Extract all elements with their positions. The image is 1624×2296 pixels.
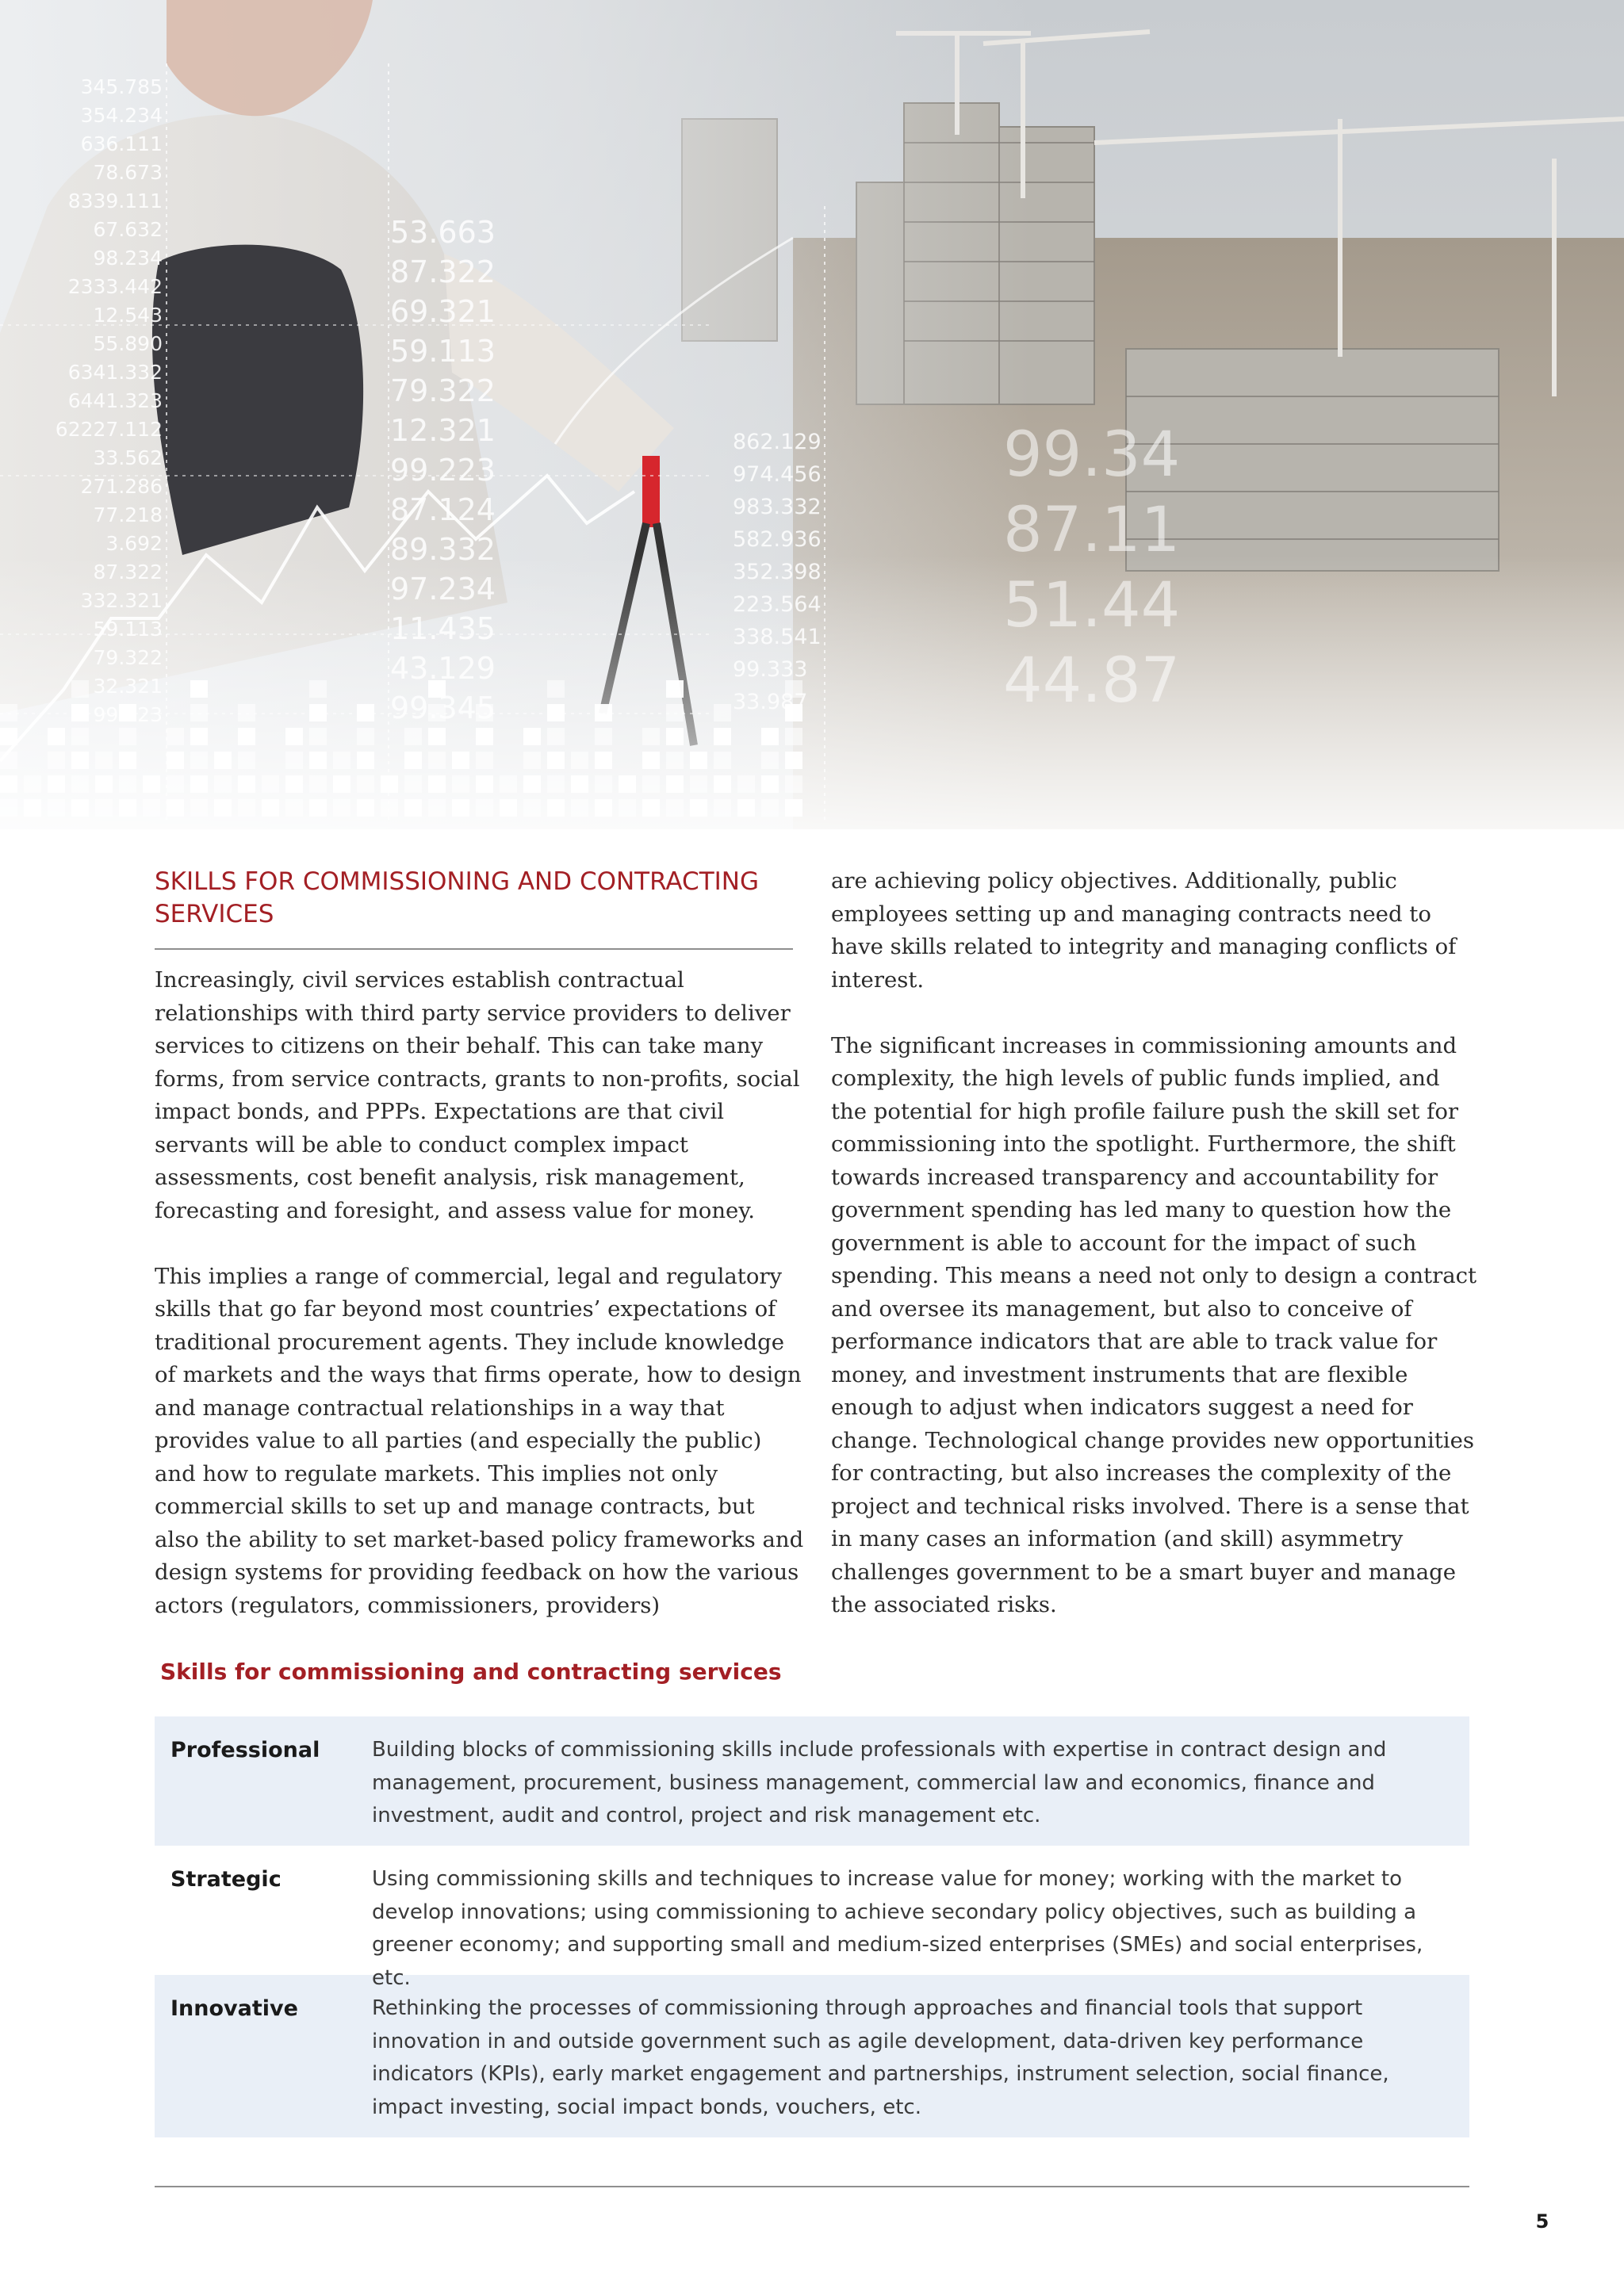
bar-cell xyxy=(48,775,65,793)
bar-cell xyxy=(428,799,446,817)
bar-cell xyxy=(190,799,208,817)
bar-cell xyxy=(48,728,65,745)
bar-cell xyxy=(785,775,802,793)
bar-cell xyxy=(357,728,374,745)
bar-cell xyxy=(357,704,374,721)
bar-cell xyxy=(119,775,136,793)
row-label: Professional xyxy=(170,1738,320,1762)
bar-cell xyxy=(71,752,89,769)
bar-cell xyxy=(690,799,707,817)
row-label: Innovative xyxy=(170,1996,298,2021)
hero-number: 99.223 xyxy=(93,703,163,726)
bar-cell xyxy=(761,728,779,745)
hero-number: 99.333 xyxy=(733,657,808,682)
bar-cell xyxy=(309,775,327,793)
bar-cell xyxy=(547,775,565,793)
hero-number: 67.632 xyxy=(93,218,163,241)
bar-cell xyxy=(238,752,255,769)
hero-number: 352.398 xyxy=(733,560,822,584)
bar-cell xyxy=(309,799,327,817)
bar-cell xyxy=(333,799,350,817)
bar-cell xyxy=(381,799,398,817)
bar-cell xyxy=(714,775,731,793)
bar-cell xyxy=(595,799,612,817)
hero-number: 53.663 xyxy=(390,215,496,250)
bar-cell xyxy=(0,704,17,721)
bar-cell xyxy=(523,728,541,745)
table-title: Skills for commissioning and contracting services xyxy=(160,1659,782,1685)
bar-cell xyxy=(24,799,41,817)
hero-number: 271.286 xyxy=(80,475,163,498)
bar-cell xyxy=(71,728,89,745)
paragraph: The significant increases in commissioning amounts and complexity, the high levels of public funds implied, and the potential for high profile failure push the skill set for commissioning into the spotlight. Furthermore, the shift towards increased transparency and accountability for government spending has led many to question how the government is able to account for the impact of such spending. This means a need not only to design a contract and oversee its management, but also to conceive of performance indicators that are able to track value for money, and investment instruments that are flexible enough to adjust when indicators suggest a need for change. Technological change provides new opportunities for contracting, but also increases the complexity of the project and technical risks involved. There is a sense that in many cases an information (and skill) asymmetry challenges government to be a smart buyer and manage the associated risks. xyxy=(831,1032,1477,1617)
bar-cell xyxy=(785,752,802,769)
bar-cell xyxy=(0,752,17,769)
bar-cell xyxy=(357,775,374,793)
hero-number: 33.987 xyxy=(733,690,808,714)
bar-cell xyxy=(0,799,17,817)
hero-number: 345.785 xyxy=(80,75,163,98)
bar-cell xyxy=(666,799,684,817)
bar-cell xyxy=(71,775,89,793)
bar-cell xyxy=(190,728,208,745)
bar-cell xyxy=(119,728,136,745)
bar-cell xyxy=(666,704,684,721)
hero-number: 44.87 xyxy=(1003,645,1181,717)
bar-cell xyxy=(143,799,160,817)
hero-number: 59.113 xyxy=(390,334,496,369)
bar-cell xyxy=(24,775,41,793)
bar-cell xyxy=(452,775,469,793)
hero-number: 77.218 xyxy=(93,503,163,526)
bar-cell xyxy=(547,799,565,817)
hero-number: 974.456 xyxy=(733,462,822,487)
hero-number: 78.673 xyxy=(93,161,163,184)
bar-cell xyxy=(190,752,208,769)
hero-number: 87.11 xyxy=(1003,495,1181,566)
hero-number: 99.223 xyxy=(390,453,496,488)
bar-cell xyxy=(666,752,684,769)
bar-cell xyxy=(333,775,350,793)
hero-number: 12.543 xyxy=(93,304,163,327)
bar-cell xyxy=(737,799,755,817)
bar-cell xyxy=(476,799,493,817)
bar-cell xyxy=(119,752,136,769)
page-number: 5 xyxy=(1535,2210,1549,2233)
bar-cell xyxy=(476,775,493,793)
hero-number: 223.564 xyxy=(733,592,822,617)
bar-cell xyxy=(48,799,65,817)
hero-number: 11.435 xyxy=(390,611,496,646)
hero-number: 87.124 xyxy=(390,492,496,527)
bar-cell xyxy=(737,775,755,793)
bar-cell xyxy=(95,775,113,793)
paragraph: are achieving policy objectives. Additionally, public employees setting up and managing contracts need to have skills related to integrity and managing conflicts of interest. xyxy=(831,868,1457,993)
bar-cell xyxy=(381,775,398,793)
bar-cell xyxy=(357,752,374,769)
hero-number: 87.322 xyxy=(93,561,163,584)
bar-cell xyxy=(0,728,17,745)
bar-cell xyxy=(190,775,208,793)
hero-number: 99.345 xyxy=(390,691,496,725)
bar-cell xyxy=(476,728,493,745)
bar-cell xyxy=(238,728,255,745)
bar-cell xyxy=(285,728,303,745)
hero-image xyxy=(0,0,1624,829)
bar-cell xyxy=(523,752,541,769)
bar-cell xyxy=(666,680,684,698)
hero-number: 51.44 xyxy=(1003,570,1181,641)
table-row xyxy=(155,1975,1469,2137)
bar-cell xyxy=(642,752,660,769)
bar-cell xyxy=(761,752,779,769)
bar-cell xyxy=(404,799,422,817)
footer-divider xyxy=(155,2186,1469,2187)
bar-cell xyxy=(71,704,89,721)
bar-cell xyxy=(167,799,184,817)
bar-cell xyxy=(547,728,565,745)
bar-cell xyxy=(404,752,422,769)
bar-cell xyxy=(571,752,588,769)
bar-cell xyxy=(238,775,255,793)
bar-cell xyxy=(167,752,184,769)
bar-cell xyxy=(309,728,327,745)
hero-number: 354.234 xyxy=(80,104,163,127)
hero-number: 79.322 xyxy=(93,646,163,669)
bar-cell xyxy=(167,728,184,745)
bar-cell xyxy=(71,799,89,817)
bar-cell xyxy=(619,775,636,793)
row-description: Rethinking the processes of commissioning through approaches and financial tools that support innovation in and outside government such as agile development, data-driven key performance indicators (KPIs), early market engagement and partnerships, instrument selection, social finance, impact investing, social impact bonds, vouchers, etc. xyxy=(372,1996,1389,2119)
hero-number: 862.129 xyxy=(733,430,822,454)
hero-number: 636.111 xyxy=(80,132,163,155)
hero-number: 12.321 xyxy=(390,413,496,448)
hero-number: 79.322 xyxy=(390,373,496,408)
bar-cell xyxy=(523,775,541,793)
right-column xyxy=(831,865,1481,1622)
bar-cell xyxy=(642,728,660,745)
bar-cell xyxy=(523,799,541,817)
bar-cell xyxy=(285,775,303,793)
hero-number: 582.936 xyxy=(733,527,822,552)
bar-cell xyxy=(309,680,327,698)
bar-cell xyxy=(214,752,232,769)
bar-cell xyxy=(571,775,588,793)
hero-number: 3.692 xyxy=(105,532,163,555)
skills-table xyxy=(155,1716,1469,2137)
bar-cell xyxy=(642,799,660,817)
table-row xyxy=(155,1846,1469,1990)
bar-cell xyxy=(619,799,636,817)
bar-cell xyxy=(357,799,374,817)
hero-number: 55.890 xyxy=(93,332,163,355)
bar-cell xyxy=(428,775,446,793)
bar-cell xyxy=(666,728,684,745)
hero-number: 338.541 xyxy=(733,625,822,649)
bar-cell xyxy=(785,728,802,745)
bar-cell xyxy=(547,680,565,698)
hero-number: 32.321 xyxy=(93,675,163,698)
bar-cell xyxy=(428,728,446,745)
bar-cell xyxy=(714,728,731,745)
bar-cell xyxy=(238,799,255,817)
bar-cell xyxy=(642,775,660,793)
bar-cell xyxy=(0,775,17,793)
hero-number: 99.34 xyxy=(1003,419,1181,491)
bar-cell xyxy=(95,752,113,769)
hero-number: 87.322 xyxy=(390,254,496,289)
bar-cell xyxy=(714,704,731,721)
bar-cell xyxy=(309,752,327,769)
bar-cell xyxy=(571,799,588,817)
row-description: Building blocks of commissioning skills include professionals with expertise in contract design and management, procurement, business management, commercial law and economics, finance and investment, audit and control, project and risk management etc. xyxy=(372,1738,1387,1827)
title-divider xyxy=(155,948,793,950)
bar-cell xyxy=(476,752,493,769)
hero-number: 69.321 xyxy=(390,294,496,329)
paragraph: This implies a range of commercial, legal and regulatory skills that go far beyond most countries’ expectations of traditional procurement agents. They include knowledge of markets and the ways that firms operate, how to design and manage contractual relationships in a way that provides value to all parties (and especially the public) and how to regulate markets. This implies not only commercial skills to set up and manage contracts, but also the ability to set market-based policy frameworks and design systems for providing feedback on how the various actors (regulators, commissioners, providers) xyxy=(155,1263,804,1618)
hero-number: 43.129 xyxy=(390,651,496,686)
bar-cell xyxy=(785,799,802,817)
hero-illustration xyxy=(0,0,1624,829)
bar-cell xyxy=(285,752,303,769)
bar-cell xyxy=(71,680,89,698)
table-row xyxy=(155,1716,1469,1846)
bar-cell xyxy=(214,775,232,793)
bar-cell xyxy=(404,775,422,793)
bar-cell xyxy=(761,775,779,793)
hero-number: 59.113 xyxy=(93,618,163,641)
bar-cell xyxy=(428,752,446,769)
hero-number: 6441.323 xyxy=(67,389,163,412)
bar-cell xyxy=(500,775,517,793)
bar-cell xyxy=(190,680,208,698)
hero-number: 89.332 xyxy=(390,532,496,567)
bar-cell xyxy=(690,752,707,769)
bar-cell xyxy=(333,752,350,769)
bar-cell xyxy=(404,728,422,745)
bar-cell xyxy=(48,752,65,769)
hero-number: 2333.442 xyxy=(67,275,163,298)
bar-cell xyxy=(95,799,113,817)
bar-cell xyxy=(285,799,303,817)
bar-cell xyxy=(500,799,517,817)
bar-cell xyxy=(547,752,565,769)
bar-cell xyxy=(690,775,707,793)
bar-cell xyxy=(452,799,469,817)
hero-number: 332.321 xyxy=(80,589,163,612)
bar-cell xyxy=(167,775,184,793)
section-title: SKILLS FOR COMMISSIONING AND CONTRACTING SERVICES xyxy=(155,867,759,928)
bar-cell xyxy=(714,752,731,769)
bar-cell xyxy=(714,799,731,817)
row-label: Strategic xyxy=(170,1867,282,1892)
hero-number: 33.562 xyxy=(93,446,163,469)
bar-cell xyxy=(143,775,160,793)
hero-number: 6341.332 xyxy=(67,361,163,384)
bar-cell xyxy=(595,775,612,793)
bar-cell xyxy=(666,775,684,793)
hero-number: 98.234 xyxy=(93,247,163,270)
bar-cell xyxy=(595,728,612,745)
bar-cell xyxy=(547,704,565,721)
bar-cell xyxy=(119,799,136,817)
bar-cell xyxy=(190,704,208,721)
hero-number: 8339.111 xyxy=(67,189,163,212)
bar-cell xyxy=(761,799,779,817)
bar-cell xyxy=(262,775,279,793)
paragraph: Increasingly, civil services establish contractual relationships with third party service providers to deliver services to citizens on their behalf. This can take many forms, from service contracts, grants to non-profits, social impact bonds, and PPPs. Expectations are that civil servants will be able to conduct complex impact assessments, cost benefit analysis, risk management, forecasting and foresight, and assess value for money. xyxy=(155,967,800,1223)
bar-cell xyxy=(595,752,612,769)
bar-cell xyxy=(262,799,279,817)
bar-cell xyxy=(214,799,232,817)
bar-cell xyxy=(595,704,612,721)
hero-number: 983.332 xyxy=(733,495,822,519)
bar-cell xyxy=(452,752,469,769)
row-description: Using commissioning skills and techniques to increase value for money; working with the market to develop innovations; using commissioning to achieve secondary policy objectives, such as building a greener economy; and supporting small and medium-sized enterprises (SMEs) and social enterprises, etc. xyxy=(372,1867,1423,1990)
left-column xyxy=(155,964,805,1622)
hero-number: 97.234 xyxy=(390,572,496,607)
hero-number: 62227.112 xyxy=(55,418,163,441)
bar-cell xyxy=(238,704,255,721)
bar-cell xyxy=(309,704,327,721)
